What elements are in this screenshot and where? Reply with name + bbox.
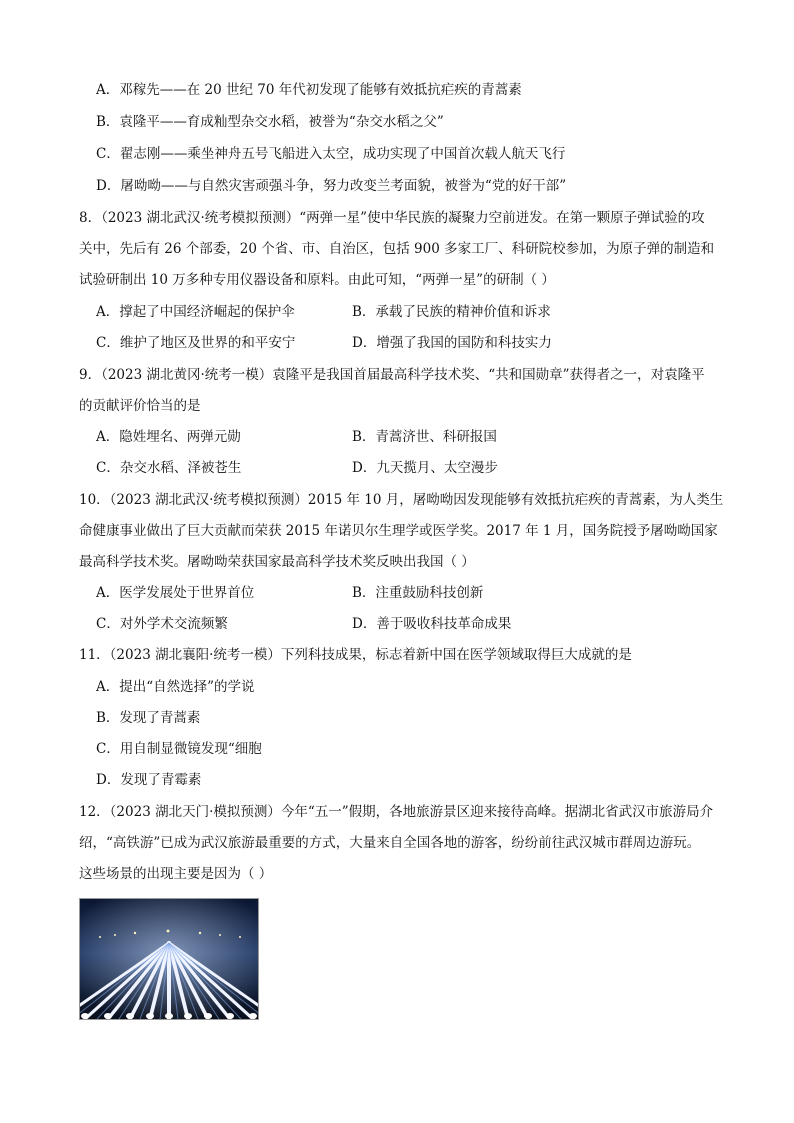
q7-option-b: B．袁隆平——育成籼型杂交水稻，被誉为“杂交水稻之父” bbox=[96, 114, 444, 130]
q9-stem-line-2: 的贡献评价恰当的是 bbox=[79, 398, 201, 414]
q10-stem-line-2: 命健康事业做出了巨大贡献而荣获 2015 年诺贝尔生理学或医学奖。2017 年 1 月，国务院授予屠呦呦国家 bbox=[79, 523, 718, 539]
q7-option-d: D．屠呦呦——与自然灾害顽强斗争，努力改变兰考面貌，被誉为“党的好干部” bbox=[96, 178, 567, 194]
q11-stem: 11．（2023 湖北襄阳·统考一模）下列科技成果，标志着新中国在医学领域取得巨大成就的是 bbox=[79, 647, 632, 663]
q8-option-d: D．增强了我国的国防和科技实力 bbox=[352, 335, 552, 351]
q10-stem-line-3: 最高科学技术奖。屠呦呦荣获国家最高科学技术奖反映出我国（ ） bbox=[79, 554, 475, 570]
q7-option-a: A．邓稼先——在 20 世纪 70 年代初发现了能够有效抵抗疟疾的青蒿素 bbox=[96, 82, 522, 98]
q12-stem-line-3: 这些场景的出现主要是因为（ ） bbox=[79, 866, 273, 882]
q7-option-c: C．翟志刚——乘坐神舟五号飞船进入太空，成功实现了中国首次载人航天飞行 bbox=[96, 146, 566, 162]
q9-stem-line-1: 9．（2023 湖北黄冈·统考一模）袁隆平是我国首届最高科学技术奖、“共和国勋章”获得者之一，对袁隆平 bbox=[79, 367, 705, 383]
q10-option-a: A．医学发展处于世界首位 bbox=[96, 585, 255, 601]
q12-stem-line-1: 12．（2023 湖北天门·模拟预测）今年“五一”假期，各地旅游景区迎来接待高峰。据湖北省武汉市旅游局介 bbox=[79, 804, 714, 820]
q10-option-c: C．对外学术交流频繁 bbox=[96, 616, 228, 632]
q10-option-d: D．善于吸收科技革命成果 bbox=[352, 616, 512, 632]
q12-stem-line-2: 绍，“高铁游”已成为武汉旅游最重要的方式，大量来自全国各地的游客，纷纷前往武汉城市群周边游玩。 bbox=[79, 835, 701, 851]
train-depot-illustration bbox=[80, 899, 258, 1019]
q9-option-c: C．杂交水稻、泽被苍生 bbox=[96, 460, 242, 476]
q8-stem-line-3: 试验研制出 10 万多种专用仪器设备和原料。由此可知，“两弹一星”的研制（ ） bbox=[79, 272, 555, 288]
q8-stem-line-1: 8．（2023 湖北武汉·统考模拟预测）“两弹一星”使中华民族的凝聚力空前迸发。在第一颗原子弹试验的攻 bbox=[79, 210, 705, 226]
q11-option-a: A．提出“自然选择”的学说 bbox=[96, 679, 255, 695]
q11-option-d: D．发现了青霉素 bbox=[96, 772, 202, 788]
q9-option-a: A．隐姓埋名、两弹元勋 bbox=[96, 429, 241, 445]
q11-option-c: C．用自制显微镜发现“细胞 bbox=[96, 741, 262, 757]
q10-option-b: B．注重鼓励科技创新 bbox=[352, 585, 484, 601]
q8-option-a: A．撑起了中国经济崛起的保护伞 bbox=[96, 304, 295, 320]
q8-option-c: C．维护了地区及世界的和平安宁 bbox=[96, 335, 296, 351]
high-speed-train-depot-photo bbox=[79, 898, 259, 1020]
q10-stem-line-1: 10．（2023 湖北武汉·统考模拟预测）2015 年 10 月，屠呦呦因发现能够有效抵抗疟疾的青蒿素，为人类生 bbox=[79, 492, 724, 508]
q11-option-b: B．发现了青蒿素 bbox=[96, 710, 201, 726]
q9-option-d: D．九天揽月、太空漫步 bbox=[352, 460, 498, 476]
q8-option-b: B．承载了民族的精神价值和诉求 bbox=[352, 304, 551, 320]
q8-stem-line-2: 关中，先后有 26 个部委，20 个省、市、自治区，包括 900 多家工厂、科研院校参加，为原子弹的制造和 bbox=[79, 241, 715, 257]
q9-option-b: B．青蒿济世、科研报国 bbox=[352, 429, 497, 445]
